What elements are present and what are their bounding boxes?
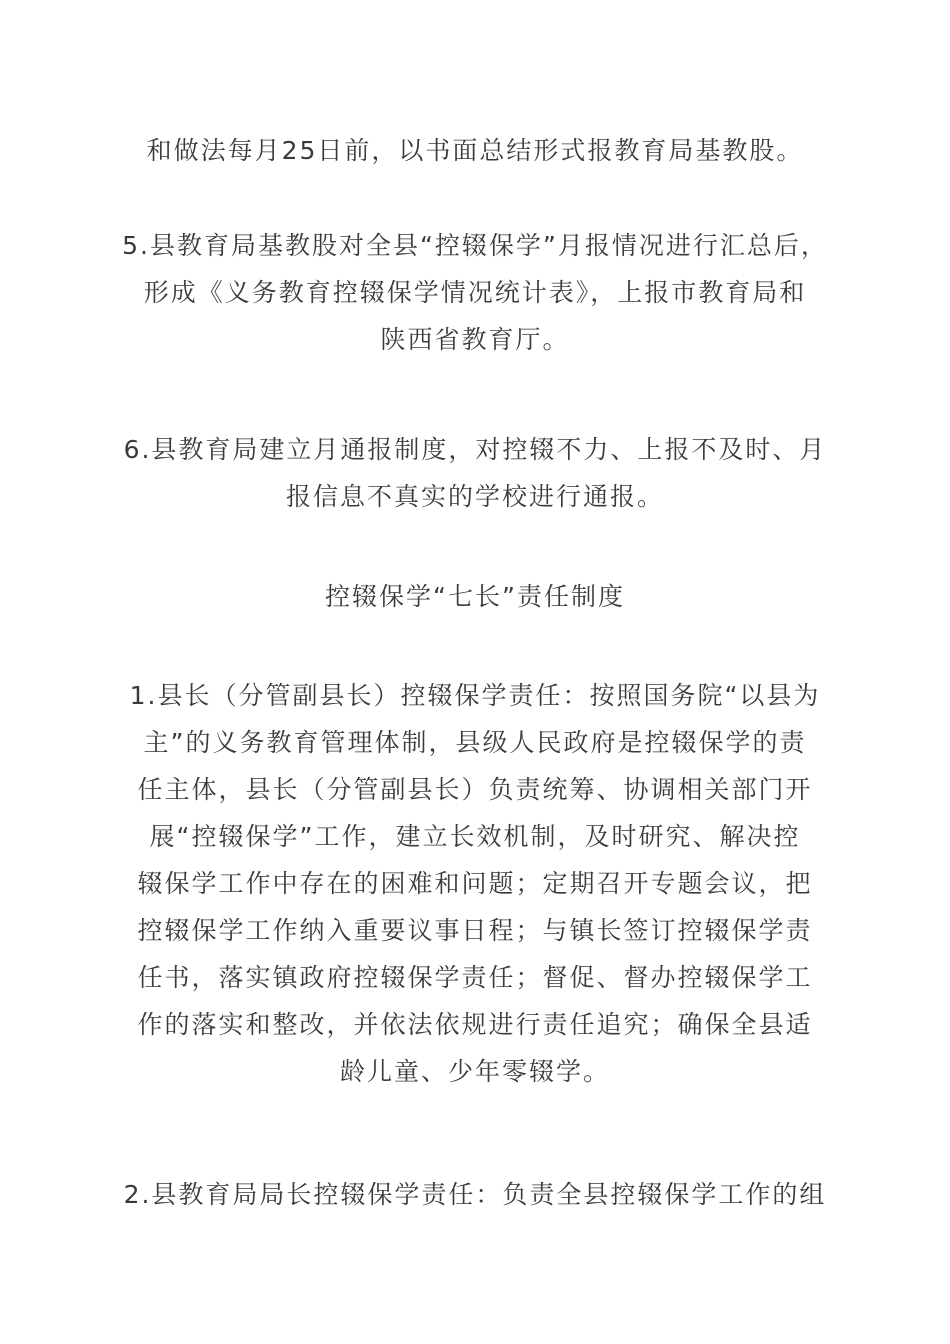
text-line: 6.县教育局建立月通报制度，对控辍不力、上报不及时、月 [123, 435, 827, 464]
text-line: 报信息不真实的学校进行通报。 [285, 482, 664, 511]
text-line: 陕西省教育厅。 [380, 325, 570, 354]
text-line: 1.县长（分管副县长）控辍保学责任：按照国务院“以县为 [129, 681, 821, 710]
text-line: 龄儿童、少年零辍学。 [339, 1057, 610, 1086]
text-line: 辍保学工作中存在的困难和问题；定期召开专题会议，把 [137, 869, 813, 898]
paragraph-duty-1 [120, 672, 830, 1095]
text-line: 控辍保学工作纳入重要议事日程；与镇长签订控辍保学责 [137, 916, 813, 945]
text-line: 形成《义务教育控辍保学情况统计表》，上报市教育局和 [143, 278, 807, 307]
paragraph-duty-2 [120, 1171, 830, 1218]
text-line: 作的落实和整改，并依法依规进行责任追究；确保全县适 [137, 1010, 813, 1039]
section-title: 控辍保学“七长”责任制度 [325, 582, 625, 611]
text-line: 任书，落实镇政府控辍保学责任；督促、督办控辍保学工 [137, 963, 813, 992]
text-line: 展“控辍保学”工作，建立长效机制，及时研究、解决控 [149, 822, 801, 851]
text-line: 5.县教育局基教股对全县“控辍保学”月报情况进行汇总后， [122, 231, 828, 260]
paragraph-item-5 [120, 222, 830, 363]
text-line: 主”的义务教育管理体制，县级人民政府是控辍保学的责 [143, 728, 807, 757]
paragraph-item-6 [120, 426, 830, 520]
paragraph-intro-continuation [120, 127, 830, 174]
text-line: 任主体，县长（分管副县长）负责统筹、协调相关部门开 [137, 775, 813, 804]
text-line: 和做法每月25日前，以书面总结形式报教育局基教股。 [146, 136, 804, 165]
text-line: 2.县教育局局长控辍保学责任：负责全县控辍保学工作的组 [123, 1180, 827, 1209]
